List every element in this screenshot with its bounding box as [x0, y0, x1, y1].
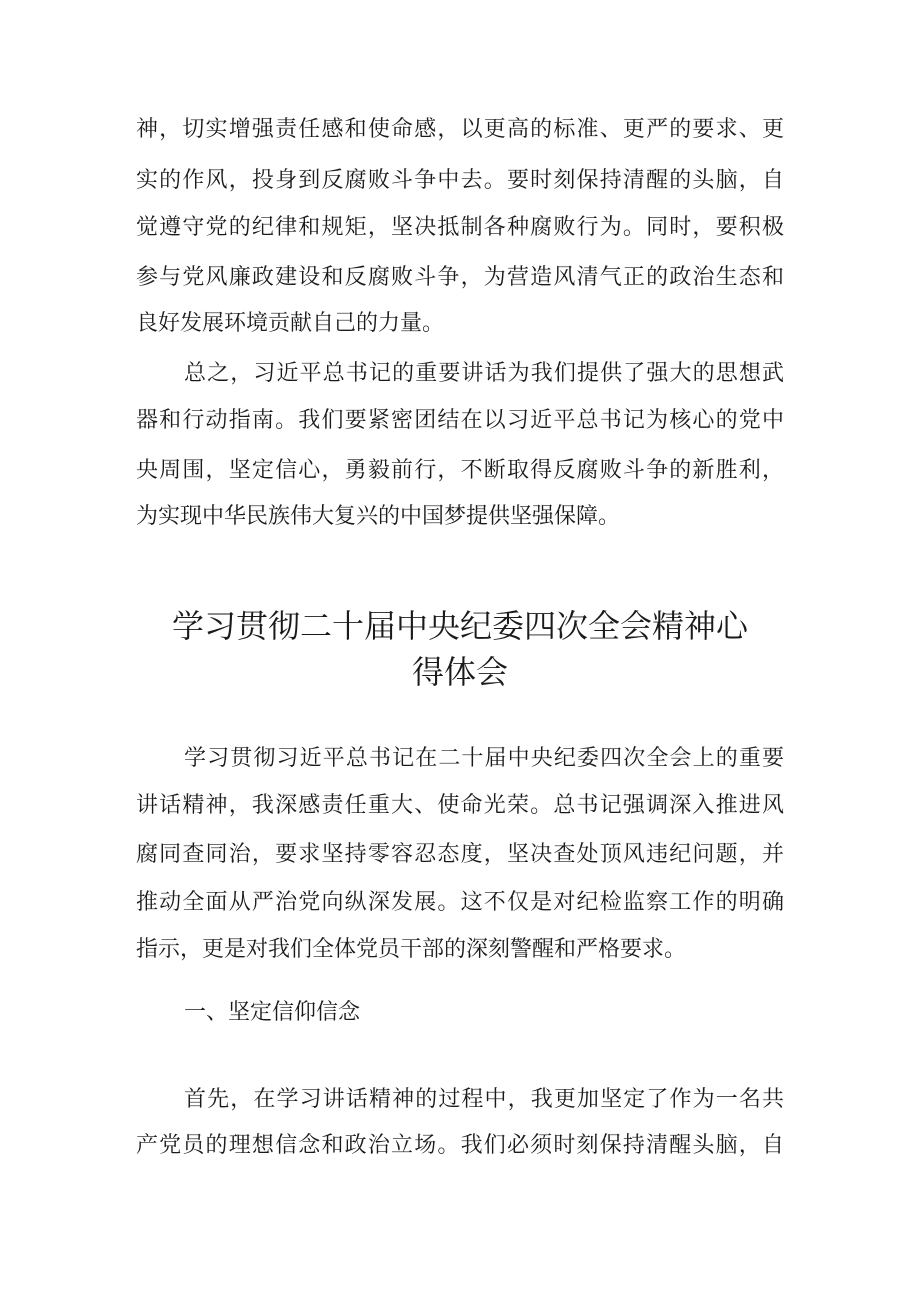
paragraph-line-text: 推动全面从严治党向纵深发展。这不仅是对纪检监察工作的明确 [136, 890, 784, 915]
paragraph-line [0, 883, 920, 923]
paragraph-line [0, 786, 920, 826]
article-title-text: 学习贯彻二十届中央纪委四次全会精神心 [171, 607, 748, 645]
paragraph-line-text: 讲话精神，我深感责任重大、使命光荣。总书记强调深入推进风 [136, 793, 784, 818]
paragraph-line-text: 央周围，坚定信心，勇毅前行，不断取得反腐败斗争的新胜利， [136, 458, 784, 483]
paragraph-line [0, 354, 920, 394]
paragraph-line-text: 学习贯彻习近平总书记在二十届中央纪委四次全会上的重要 [184, 746, 784, 771]
paragraph-line [0, 930, 920, 970]
article-title-line [0, 647, 920, 697]
paragraph-line [0, 497, 920, 537]
paragraph-line [0, 258, 920, 298]
paragraph-line [0, 451, 920, 491]
paragraph-line-text: 良好发展环境贡献自己的力量。 [136, 311, 445, 336]
paragraph-line-text: 为实现中华民族伟大复兴的中国梦提供坚强保障。 [136, 504, 621, 529]
article-title-text: 得体会 [411, 653, 508, 691]
paragraph-line [0, 161, 920, 201]
paragraph-line [0, 1126, 920, 1166]
paragraph-line-text: 器和行动指南。我们要紧密团结在以习近平总书记为核心的党中 [136, 408, 784, 433]
paragraph-line-text: 神，切实增强责任感和使命感，以更高的标准、更严的要求、更 [136, 117, 784, 142]
paragraph-line [0, 401, 920, 441]
paragraph-line [0, 304, 920, 344]
article-title-line [0, 601, 920, 651]
section-heading [0, 993, 920, 1033]
paragraph-line-text: 腐同查同治，要求坚持零容忍态度，坚决查处顶风违纪问题，并 [136, 842, 784, 867]
paragraph-line [0, 208, 920, 248]
paragraph-line-text: 首先，在学习讲话精神的过程中，我更加坚定了作为一名共 [184, 1087, 784, 1112]
paragraph-line-text: 觉遵守党的纪律和规矩，坚决抵制各种腐败行为。同时，要积极 [136, 215, 784, 240]
paragraph-line-text: 参与党风廉政建设和反腐败斗争，为营造风清气正的政治生态和 [136, 265, 784, 290]
paragraph-line [0, 835, 920, 875]
paragraph-line-text: 指示，更是对我们全体党员干部的深刻警醒和严格要求。 [136, 937, 687, 962]
section-heading-text: 一、坚定信仰信念 [184, 1000, 361, 1025]
paragraph-line-text: 产党员的理想信念和政治立场。我们必须时刻保持清醒头脑，自 [136, 1133, 784, 1158]
paragraph-line-text: 实的作风，投身到反腐败斗争中去。要时刻保持清醒的头脑，自 [136, 168, 784, 193]
paragraph-line-text: 总之，习近平总书记的重要讲话为我们提供了强大的思想武 [184, 361, 784, 386]
paragraph-line [0, 110, 920, 150]
paragraph-line [0, 1080, 920, 1120]
paragraph-line [0, 739, 920, 779]
